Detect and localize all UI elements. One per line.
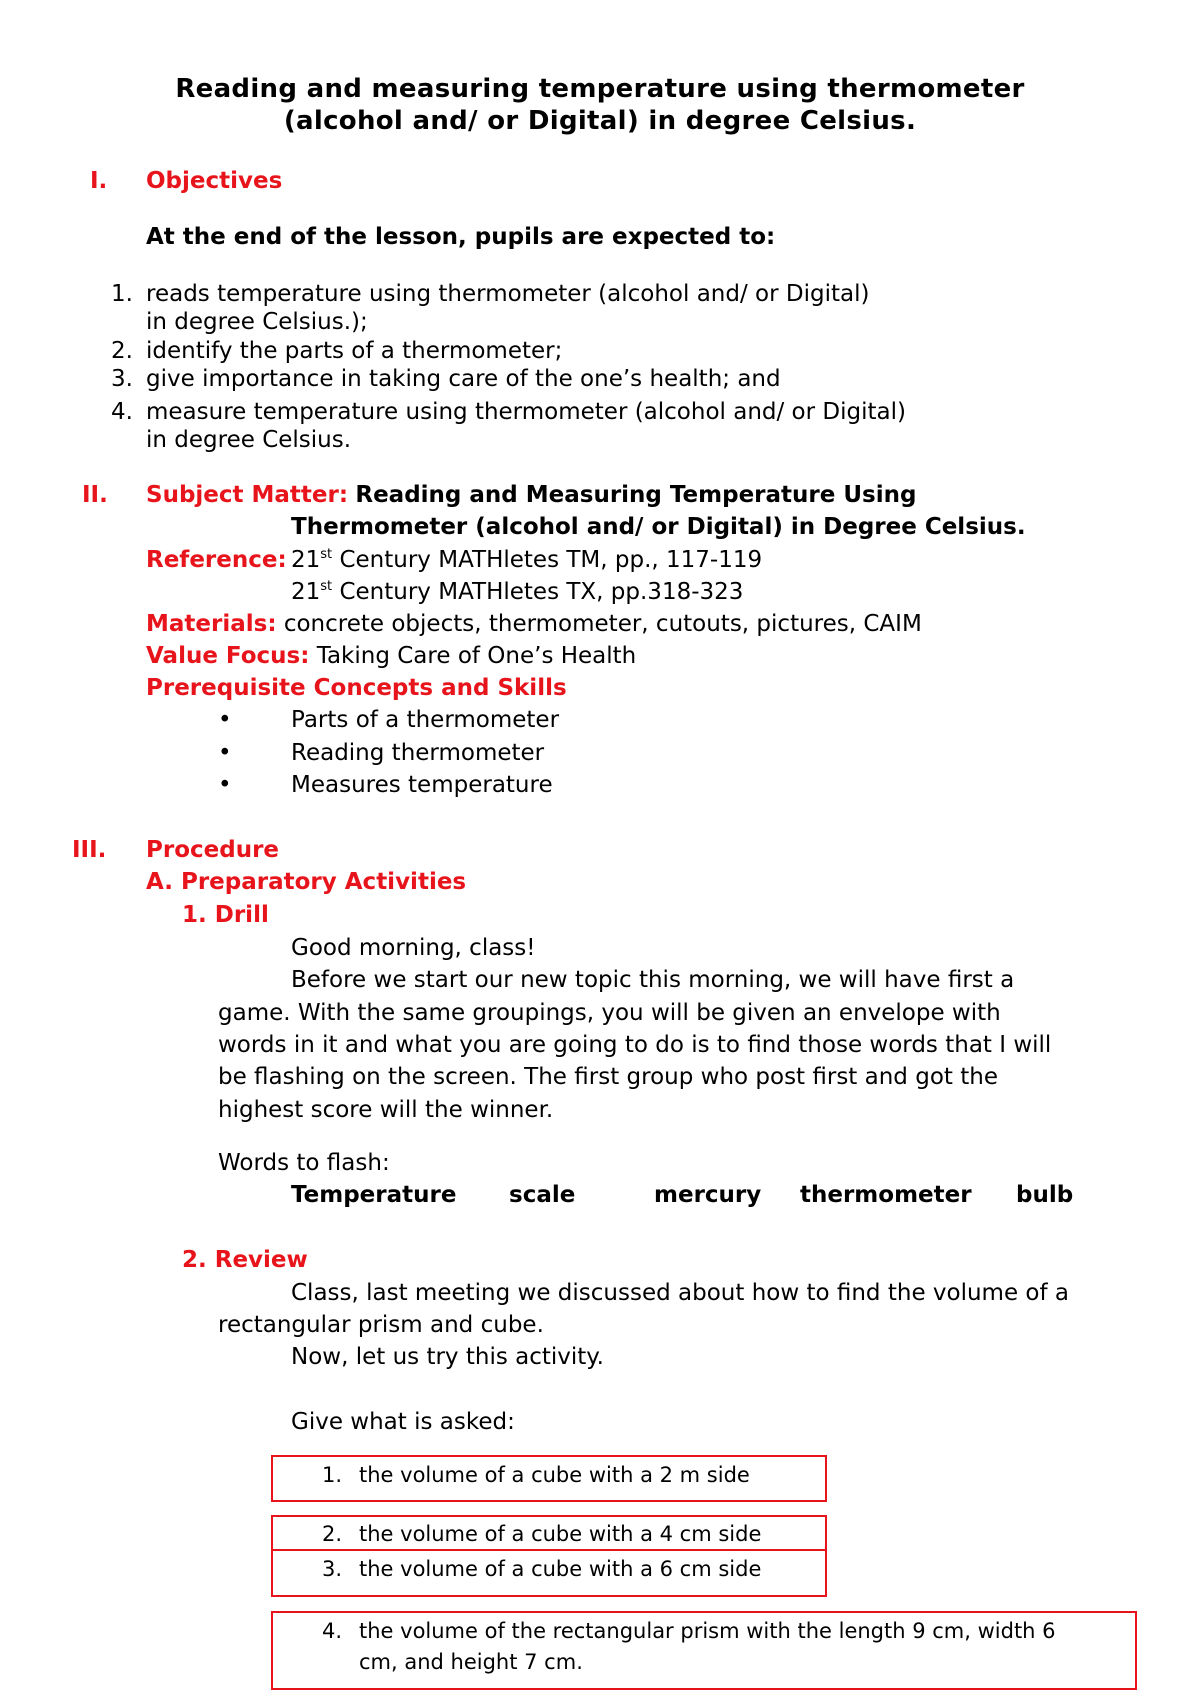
objective-text: reads temperature using thermometer (alcohol and/ or Digital)	[146, 281, 870, 307]
drill-paragraph-line: game. With the same groupings, you will be given an envelope with	[218, 1000, 1001, 1026]
review-heading: 2. Review	[182, 1247, 308, 1273]
objective-text: identify the parts of a thermometer;	[146, 338, 563, 364]
drill-paragraph-line: words in it and what you are going to do is to find those words that I will	[218, 1032, 1052, 1058]
review-paragraph-line: rectangular prism and cube.	[218, 1312, 544, 1338]
prerequisite-item: Reading thermometer	[291, 740, 545, 766]
flash-word: thermometer	[800, 1182, 972, 1208]
review-prompt: Give what is asked:	[291, 1409, 515, 1435]
drill-greeting: Good morning, class!	[291, 935, 536, 961]
objective-number: 1.	[111, 281, 133, 307]
section-heading-procedure: Procedure	[146, 837, 280, 863]
document-title-line1: Reading and measuring temperature using thermometer	[175, 74, 1025, 104]
flash-word: mercury	[654, 1182, 762, 1208]
question-text: the volume of a cube with a 6 cm side	[359, 1557, 762, 1581]
subsection-heading-preparatory: A. Preparatory Activities	[146, 869, 467, 895]
materials-value: concrete objects, thermometer, cutouts, pictures, CAIM	[283, 611, 922, 637]
review-paragraph-line: Class, last meeting we discussed about how to find the volume of a	[291, 1280, 1069, 1306]
question-number: 1.	[321, 1463, 342, 1487]
drill-heading: 1. Drill	[182, 902, 269, 928]
bullet: •	[218, 772, 232, 798]
drill-paragraph-line: Before we start our new topic this morning, we will have first a	[291, 967, 1015, 993]
objective-number: 2.	[111, 338, 133, 364]
subject-matter-title: Reading and Measuring Temperature Using	[355, 482, 917, 508]
flash-word: bulb	[1016, 1182, 1074, 1208]
prerequisite-heading: Prerequisite Concepts and Skills	[146, 675, 567, 701]
section-numeral-procedure: III.	[72, 837, 107, 863]
objective-text-cont: in degree Celsius.	[146, 427, 352, 453]
reference-item: 21st Century MATHletes TM, pp., 117-119	[291, 547, 763, 573]
objective-number: 4.	[111, 399, 133, 425]
section-numeral-subject-matter: II.	[82, 482, 108, 508]
question-text: the volume of a cube with a 2 m side	[359, 1463, 750, 1487]
question-text: the volume of a cube with a 4 cm side	[359, 1522, 762, 1546]
value-focus-value: Taking Care of One’s Health	[316, 643, 637, 669]
question-number: 4.	[321, 1619, 342, 1643]
drill-paragraph-line: be flashing on the screen. The first group who post first and got the	[218, 1064, 998, 1090]
subject-matter-label: Subject Matter:	[146, 482, 349, 508]
bullet: •	[218, 707, 232, 733]
prerequisite-item: Parts of a thermometer	[291, 707, 560, 733]
bullet: •	[218, 740, 232, 766]
question-text: the volume of the rectangular prism with the length 9 cm, width 6	[359, 1619, 1056, 1643]
objectives-intro: At the end of the lesson, pupils are expected to:	[146, 224, 776, 250]
document-title-line2: (alcohol and/ or Digital) in degree Celsius.	[283, 106, 917, 136]
subject-matter-line	[146, 482, 916, 508]
flash-word: Temperature	[291, 1182, 457, 1208]
objective-number: 3.	[111, 366, 133, 392]
reference-label: Reference:	[146, 547, 287, 573]
question-number: 3.	[321, 1557, 342, 1581]
words-to-flash-label: Words to flash:	[218, 1150, 390, 1176]
objective-text: measure temperature using thermometer (alcohol and/ or Digital)	[146, 399, 906, 425]
drill-paragraph-line: highest score will the winner.	[218, 1097, 554, 1123]
materials-label: Materials:	[146, 611, 277, 637]
reference-item: 21st Century MATHletes TX, pp.318-323	[291, 579, 744, 605]
objective-text: give importance in taking care of the one’s health; and	[146, 366, 781, 392]
value-focus-line	[146, 643, 636, 669]
section-numeral-objectives: I.	[90, 168, 108, 194]
section-heading-objectives: Objectives	[146, 168, 283, 194]
materials-line	[146, 611, 922, 637]
subject-matter-title-cont: Thermometer (alcohol and/ or Digital) in Degree Celsius.	[291, 514, 1026, 540]
question-text-cont: cm, and height 7 cm.	[359, 1650, 583, 1674]
prerequisite-item: Measures temperature	[291, 772, 553, 798]
review-paragraph-line: Now, let us try this activity.	[291, 1344, 604, 1370]
question-number: 2.	[321, 1522, 342, 1546]
objective-text-cont: in degree Celsius.);	[146, 309, 368, 335]
value-focus-label: Value Focus:	[146, 643, 310, 669]
flash-word: scale	[509, 1182, 576, 1208]
